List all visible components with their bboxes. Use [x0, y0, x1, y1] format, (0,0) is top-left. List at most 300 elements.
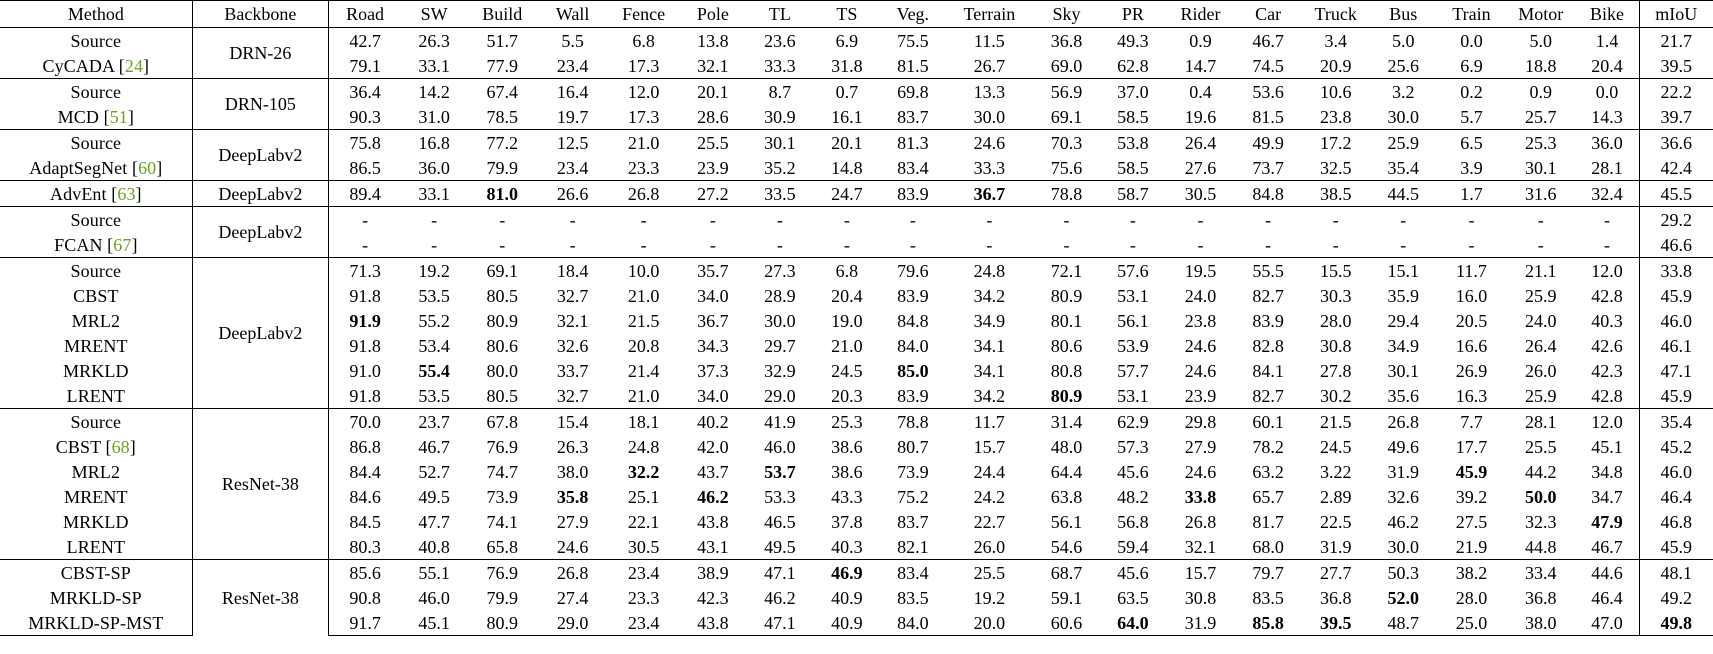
- citation-link[interactable]: 24: [124, 55, 144, 76]
- value-cell: 43.8: [697, 511, 729, 532]
- value-cell: 11.7: [1456, 260, 1487, 281]
- value-cell: 45.1: [401, 610, 467, 636]
- value-cell: 42.7: [349, 30, 381, 51]
- value-cell: 42.6: [1591, 335, 1623, 356]
- value-cell: 78.2: [1252, 436, 1284, 457]
- value-cell: 62.8: [1117, 55, 1149, 76]
- value-cell: 56.9: [1050, 81, 1083, 102]
- value-cell: 81.0: [486, 183, 518, 204]
- value-cell: 5.0: [1529, 30, 1552, 51]
- value-cell: 25.9: [1524, 285, 1557, 306]
- method-name: Source: [70, 411, 122, 432]
- value-cell: 16.1: [831, 106, 863, 127]
- value-cell: 22.1: [627, 511, 660, 532]
- method-name: AdvEnt: [50, 183, 107, 204]
- value-cell: 37.8: [831, 511, 863, 532]
- value-cell: 26.4: [1524, 335, 1557, 356]
- value-cell: 26.8: [1184, 511, 1217, 532]
- value-cell: 28.1: [1591, 157, 1623, 178]
- value-cell: 33.8: [1639, 258, 1713, 284]
- value-cell: 80.6: [486, 335, 518, 356]
- value-cell: 31.8: [831, 55, 863, 76]
- backbone-cell: ResNet-38: [192, 409, 328, 560]
- value-cell: 53.5: [418, 285, 450, 306]
- value-cell: 0.2: [1460, 81, 1483, 102]
- method-name: Source: [70, 81, 122, 102]
- value-cell: 26.8: [627, 183, 660, 204]
- column-header-wall: Wall: [537, 1, 607, 28]
- method-name: MRL2: [71, 461, 121, 482]
- citation-link[interactable]: 68: [111, 436, 130, 457]
- value-cell: 55.2: [418, 310, 450, 331]
- value-cell: 32.9: [764, 360, 796, 381]
- value-cell: 25.3: [1524, 132, 1557, 153]
- value-cell: 32.6: [1387, 486, 1420, 507]
- value-cell: 33.4: [1524, 562, 1557, 583]
- value-cell: -: [909, 209, 916, 230]
- method-cell: [0, 333, 192, 358]
- value-cell: 34.7: [1591, 486, 1623, 507]
- value-cell: 25.7: [1524, 106, 1557, 127]
- backbone-cell: DRN-105: [192, 79, 328, 130]
- value-cell: 56.1: [1117, 310, 1149, 331]
- value-cell: -: [1537, 209, 1544, 230]
- value-cell: -: [1265, 234, 1272, 255]
- value-cell: 12.5: [556, 132, 589, 153]
- row-group: [0, 560, 1713, 636]
- value-cell: 3.2: [1392, 81, 1415, 102]
- column-header-road: Road: [329, 1, 402, 28]
- value-cell: 22.7: [973, 511, 1006, 532]
- method-cell: CBST [68]: [55, 436, 136, 457]
- value-cell: 14.7: [1184, 55, 1217, 76]
- value-cell: 38.6: [831, 436, 863, 457]
- value-cell: 52.7: [418, 461, 450, 482]
- column-header-car: Car: [1235, 1, 1302, 28]
- method-cell: [0, 534, 192, 560]
- value-cell: 17.3: [627, 106, 660, 127]
- method-cell: [0, 130, 192, 156]
- value-cell: 37.3: [697, 360, 729, 381]
- method-cell: MCD [51]: [57, 106, 134, 127]
- value-cell: 63.8: [1050, 486, 1083, 507]
- value-cell: 35.4: [1639, 409, 1713, 435]
- method-name: Source: [70, 209, 122, 230]
- value-cell: 36.0: [1591, 132, 1623, 153]
- value-cell: -: [1332, 234, 1339, 255]
- value-cell: 21.4: [627, 360, 660, 381]
- value-cell: 45.1: [1591, 436, 1623, 457]
- value-cell: 42.0: [697, 436, 729, 457]
- value-cell: 83.5: [1252, 587, 1284, 608]
- value-cell: 47.7: [418, 511, 450, 532]
- value-cell: 14.8: [831, 157, 863, 178]
- value-cell: 6.5: [1460, 132, 1483, 153]
- method-name: MRENT: [64, 486, 128, 507]
- value-cell: 53.1: [1117, 385, 1149, 406]
- value-cell: 57.6: [1117, 260, 1149, 281]
- value-cell: 79.9: [486, 157, 518, 178]
- value-cell: 80.5: [486, 285, 518, 306]
- value-cell: 32.3: [1524, 511, 1557, 532]
- value-cell: 1.4: [1595, 30, 1619, 51]
- value-cell: 40.2: [697, 411, 729, 432]
- value-cell: -: [776, 234, 783, 255]
- value-cell: 15.4: [556, 411, 589, 432]
- value-cell: 69.1: [486, 260, 518, 281]
- value-cell: 73.9: [897, 461, 929, 482]
- method-cell: [0, 484, 192, 509]
- value-cell: 23.4: [627, 562, 660, 583]
- row-group: [0, 130, 1713, 181]
- column-header-train: Train: [1437, 1, 1506, 28]
- value-cell: 20.0: [945, 610, 1033, 636]
- value-cell: 52.0: [1387, 587, 1420, 608]
- value-cell: 15.7: [973, 436, 1006, 457]
- value-cell: -: [1197, 209, 1204, 230]
- value-cell: -: [986, 234, 993, 255]
- column-header-motor: Motor: [1506, 1, 1575, 28]
- value-cell: 12.0: [1591, 260, 1623, 281]
- value-cell: 0.0: [1460, 30, 1483, 51]
- value-cell: 24.6: [1184, 360, 1217, 381]
- value-cell: 80.5: [486, 385, 518, 406]
- value-cell: 34.2: [973, 285, 1006, 306]
- value-cell: 30.5: [627, 536, 660, 557]
- value-cell: 27.4: [556, 587, 589, 608]
- backbone-cell: DeepLabv2: [192, 258, 328, 409]
- method-cell: [0, 207, 192, 233]
- value-cell: -: [1129, 209, 1136, 230]
- method-cell: [0, 358, 192, 383]
- method-name: FCAN: [54, 234, 103, 255]
- value-cell: 40.3: [831, 536, 863, 557]
- value-cell: 84.5: [349, 511, 381, 532]
- method-name: CBST-SP: [60, 562, 131, 583]
- value-cell: 42.4: [1639, 155, 1713, 181]
- value-cell: 59.4: [1117, 536, 1149, 557]
- value-cell: -: [1063, 234, 1070, 255]
- value-cell: -: [1265, 209, 1272, 230]
- value-cell: -: [1332, 209, 1339, 230]
- value-cell: 69.0: [1050, 55, 1083, 76]
- value-cell: 35.4: [1387, 157, 1420, 178]
- value-cell: -: [640, 234, 647, 255]
- value-cell: 32.1: [1184, 536, 1217, 557]
- column-header-fence: Fence: [608, 1, 680, 28]
- value-cell: 20.8: [627, 335, 660, 356]
- value-cell: 19.2: [418, 260, 450, 281]
- value-cell: 30.2: [1319, 385, 1352, 406]
- value-cell: 30.0: [764, 310, 796, 331]
- value-cell: 36.8: [1524, 587, 1557, 608]
- value-cell: 23.4: [556, 157, 589, 178]
- value-cell: 91.7: [329, 610, 402, 636]
- value-cell: 25.9: [1387, 132, 1420, 153]
- column-header-pr: PR: [1099, 1, 1166, 28]
- value-cell: 28.1: [1524, 411, 1557, 432]
- table-row: [0, 560, 1713, 586]
- value-cell: 79.7: [1252, 562, 1284, 583]
- value-cell: 17.7: [1455, 436, 1488, 457]
- value-cell: -: [362, 209, 369, 230]
- value-cell: 55.5: [1252, 260, 1284, 281]
- value-cell: 26.0: [1524, 360, 1557, 381]
- method-name: Source: [70, 260, 122, 281]
- value-cell: -: [499, 209, 506, 230]
- value-cell: 46.2: [1387, 511, 1420, 532]
- value-cell: 7.7: [1460, 411, 1483, 432]
- value-cell: 46.6: [1639, 232, 1713, 258]
- value-cell: 49.3: [1117, 30, 1149, 51]
- value-cell: 50.3: [1387, 562, 1420, 583]
- value-cell: 27.5: [1455, 511, 1488, 532]
- value-cell: 42.8: [1591, 385, 1623, 406]
- value-cell: 32.1: [697, 55, 729, 76]
- value-cell: 28.9: [764, 285, 796, 306]
- value-cell: 53.3: [764, 486, 796, 507]
- value-cell: 27.3: [764, 260, 796, 281]
- value-cell: 43.8: [679, 610, 746, 636]
- value-cell: 33.7: [556, 360, 589, 381]
- value-cell: 34.2: [973, 385, 1006, 406]
- value-cell: 46.2: [764, 587, 796, 608]
- value-cell: 3.22: [1319, 461, 1352, 482]
- value-cell: 67.8: [486, 411, 518, 432]
- value-cell: 19.6: [1184, 106, 1217, 127]
- value-cell: 36.4: [349, 81, 381, 102]
- value-cell: 38.2: [1455, 562, 1488, 583]
- value-cell: 21.5: [1319, 411, 1352, 432]
- method-cell: AdaptSegNet [60]: [29, 157, 163, 178]
- value-cell: 63.5: [1117, 587, 1149, 608]
- value-cell: -: [1603, 209, 1610, 230]
- value-cell: 43.1: [697, 536, 729, 557]
- value-cell: 30.0: [1387, 536, 1420, 557]
- value-cell: 35.8: [556, 486, 589, 507]
- value-cell: 34.3: [697, 335, 729, 356]
- value-cell: 41.9: [764, 411, 796, 432]
- value-cell: 79.9: [486, 587, 518, 608]
- value-cell: 2.89: [1319, 486, 1352, 507]
- value-cell: 53.8: [1117, 132, 1149, 153]
- value-cell: 16.6: [1455, 335, 1488, 356]
- value-cell: 75.8: [349, 132, 381, 153]
- value-cell: 48.0: [1050, 436, 1083, 457]
- value-cell: 85.6: [349, 562, 381, 583]
- value-cell: 6.9: [1460, 55, 1483, 76]
- value-cell: 85.8: [1235, 610, 1302, 636]
- table-row: [0, 79, 1713, 105]
- value-cell: 30.0: [973, 106, 1006, 127]
- value-cell: 23.6: [764, 30, 796, 51]
- value-cell: 17.2: [1319, 132, 1352, 153]
- citation-link[interactable]: 51: [109, 106, 128, 127]
- value-cell: 24.6: [1184, 335, 1217, 356]
- value-cell: 73.7: [1252, 157, 1284, 178]
- value-cell: 12.0: [627, 81, 660, 102]
- value-cell: 32.6: [556, 335, 589, 356]
- value-cell: 25.6: [1387, 55, 1420, 76]
- value-cell: 65.7: [1252, 486, 1284, 507]
- value-cell: 45.6: [1117, 562, 1149, 583]
- table-row: [0, 207, 1713, 233]
- row-group: [0, 409, 1713, 560]
- value-cell: 47.1: [1639, 358, 1713, 383]
- value-cell: -: [1603, 234, 1610, 255]
- value-cell: 30.1: [764, 132, 796, 153]
- value-cell: 60.1: [1252, 411, 1284, 432]
- value-cell: 81.3: [897, 132, 929, 153]
- value-cell: 24.5: [831, 360, 863, 381]
- value-cell: 55.1: [418, 562, 450, 583]
- value-cell: 46.9: [831, 562, 863, 583]
- value-cell: 30.5: [1184, 183, 1217, 204]
- value-cell: 58.7: [1117, 183, 1149, 204]
- value-cell: 37.0: [1117, 81, 1149, 102]
- value-cell: 38.0: [1506, 610, 1575, 636]
- value-cell: 22.5: [1319, 511, 1352, 532]
- citation-link[interactable]: 63: [117, 183, 136, 204]
- value-cell: 82.1: [897, 536, 929, 557]
- value-cell: 20.3: [831, 385, 863, 406]
- value-cell: 90.3: [349, 106, 381, 127]
- value-cell: 32.5: [1319, 157, 1352, 178]
- value-cell: 6.8: [835, 260, 859, 281]
- value-cell: 40.9: [813, 610, 880, 636]
- value-cell: 26.6: [556, 183, 589, 204]
- value-cell: 13.3: [973, 81, 1006, 102]
- value-cell: 6.9: [835, 30, 859, 51]
- value-cell: 69.8: [897, 81, 929, 102]
- value-cell: 13.8: [697, 30, 729, 51]
- value-cell: 82.7: [1252, 285, 1284, 306]
- value-cell: 77.9: [486, 55, 518, 76]
- value-cell: 83.9: [897, 183, 929, 204]
- value-cell: 23.8: [1184, 310, 1217, 331]
- method-name: MCD: [57, 106, 99, 127]
- value-cell: 43.3: [831, 486, 863, 507]
- value-cell: 24.4: [973, 461, 1006, 482]
- value-cell: 27.9: [1184, 436, 1217, 457]
- value-cell: 74.1: [486, 511, 518, 532]
- value-cell: 16.8: [418, 132, 450, 153]
- value-cell: 35.2: [764, 157, 796, 178]
- value-cell: 1.7: [1460, 183, 1483, 204]
- citation-link[interactable]: 60: [138, 157, 157, 178]
- value-cell: 64.0: [1099, 610, 1166, 636]
- value-cell: 20.1: [697, 81, 729, 102]
- value-cell: 49.5: [764, 536, 796, 557]
- value-cell: -: [1129, 234, 1136, 255]
- method-name: Source: [70, 30, 122, 51]
- value-cell: 34.9: [973, 310, 1006, 331]
- value-cell: 25.0: [1437, 610, 1506, 636]
- value-cell: 76.9: [486, 436, 518, 457]
- value-cell: 20.1: [831, 132, 863, 153]
- value-cell: 38.9: [697, 562, 729, 583]
- value-cell: 29.4: [1387, 310, 1420, 331]
- value-cell: 30.8: [1319, 335, 1352, 356]
- value-cell: 24.5: [1319, 436, 1352, 457]
- value-cell: 27.2: [697, 183, 729, 204]
- method-name: CBST: [55, 436, 101, 457]
- value-cell: 74.5: [1252, 55, 1284, 76]
- value-cell: 23.3: [627, 157, 660, 178]
- citation-link[interactable]: 67: [113, 234, 132, 255]
- value-cell: 25.3: [831, 411, 863, 432]
- method-name: LRENT: [66, 536, 126, 557]
- method-cell: [0, 28, 192, 54]
- value-cell: 25.5: [697, 132, 729, 153]
- value-cell: 15.7: [1184, 562, 1217, 583]
- value-cell: 19.2: [973, 587, 1006, 608]
- value-cell: 45.9: [1639, 283, 1713, 308]
- value-cell: -: [640, 209, 647, 230]
- value-cell: 46.1: [1639, 333, 1713, 358]
- table-row: [0, 28, 1713, 54]
- value-cell: 34.8: [1591, 461, 1623, 482]
- column-header-ts: TS: [813, 1, 880, 28]
- method-cell: [0, 610, 192, 636]
- value-cell: 32.7: [556, 285, 589, 306]
- value-cell: 79.6: [897, 260, 929, 281]
- value-cell: -: [1197, 234, 1204, 255]
- value-cell: 46.7: [1252, 30, 1284, 51]
- value-cell: 23.3: [627, 587, 660, 608]
- value-cell: 23.4: [608, 610, 680, 636]
- table-row: [0, 130, 1713, 156]
- method-cell: [0, 509, 192, 534]
- value-cell: 21.0: [627, 385, 660, 406]
- value-cell: 60.6: [1033, 610, 1099, 636]
- value-cell: 39.7: [1639, 104, 1713, 130]
- value-cell: 21.0: [627, 132, 660, 153]
- header-row: [0, 1, 1713, 28]
- method-cell: CyCADA [24]: [42, 55, 150, 76]
- value-cell: 46.0: [418, 587, 450, 608]
- value-cell: 42.3: [697, 587, 729, 608]
- value-cell: 46.8: [1639, 509, 1713, 534]
- value-cell: 30.1: [1524, 157, 1557, 178]
- table-header: [0, 1, 1713, 28]
- value-cell: 80.9: [467, 610, 537, 636]
- value-cell: 53.5: [418, 385, 450, 406]
- value-cell: 89.4: [349, 183, 381, 204]
- value-cell: 43.7: [697, 461, 729, 482]
- value-cell: 29.7: [764, 335, 796, 356]
- value-cell: 83.4: [897, 157, 929, 178]
- value-cell: 46.0: [1639, 308, 1713, 333]
- value-cell: 21.0: [831, 335, 863, 356]
- row-group: [0, 207, 1713, 258]
- value-cell: 44.2: [1524, 461, 1557, 482]
- value-cell: 47.1: [764, 562, 796, 583]
- table-row: [0, 181, 1713, 207]
- value-cell: 80.9: [486, 310, 518, 331]
- value-cell: 24.0: [1524, 310, 1557, 331]
- column-header-pole: Pole: [679, 1, 746, 28]
- value-cell: 45.6: [1117, 461, 1149, 482]
- value-cell: -: [569, 209, 576, 230]
- value-cell: 81.7: [1252, 511, 1284, 532]
- value-cell: 39.2: [1455, 486, 1488, 507]
- value-cell: 25.1: [627, 486, 660, 507]
- value-cell: 33.1: [418, 183, 450, 204]
- value-cell: 33.8: [1184, 486, 1217, 507]
- value-cell: 51.7: [486, 30, 518, 51]
- method-cell: [0, 258, 192, 284]
